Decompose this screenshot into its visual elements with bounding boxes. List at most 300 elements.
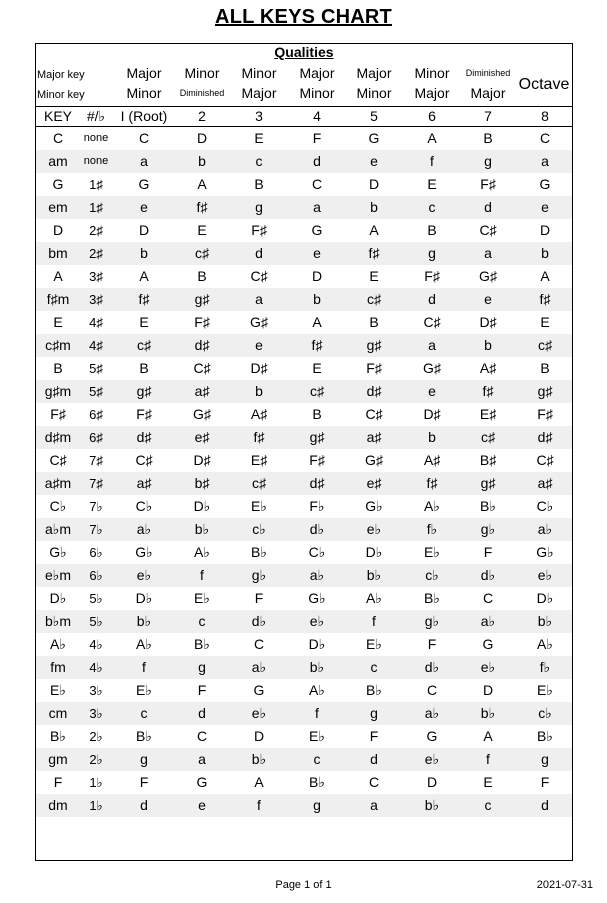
note-cell: b♯ (194, 475, 210, 491)
note-cell: G (138, 176, 150, 192)
note-cell: a (428, 337, 436, 353)
minor-quality: Major (470, 85, 506, 101)
accidental-cell: 1♭ (89, 775, 103, 790)
note-cell: f (257, 797, 261, 813)
note-cell: e (484, 291, 492, 307)
note-cell: A♯ (250, 406, 268, 422)
note-cell: a (541, 153, 549, 169)
accidental-cell: 2♭ (89, 729, 103, 744)
accidental-cell: 5♯ (89, 361, 103, 376)
note-cell: c♯ (252, 475, 266, 491)
table-row (36, 380, 572, 403)
note-cell: F (254, 590, 264, 606)
note-cell: c (140, 705, 148, 721)
note-cell: b♭ (309, 659, 325, 675)
note-cell: G♯ (423, 360, 441, 376)
accidental-cell: 4♯ (89, 315, 103, 330)
note-cell: e (428, 383, 436, 399)
note-cell: a♯ (366, 429, 382, 445)
minor-quality: Minor (299, 85, 335, 101)
note-cell: c♯ (367, 291, 381, 307)
note-cell: F (312, 130, 322, 146)
major-quality: Minor (241, 65, 277, 81)
note-cell: b♭ (537, 613, 553, 629)
accidental-cell: 6♯ (89, 430, 103, 445)
column-header: 4 (313, 108, 321, 124)
note-cell: E (254, 130, 264, 146)
note-cell: C♭ (536, 498, 554, 514)
note-cell: E (427, 176, 437, 192)
note-cell: G (482, 636, 494, 652)
note-cell: F♯ (251, 222, 267, 238)
note-cell: A♭ (537, 636, 553, 652)
note-cell: G (426, 728, 438, 744)
note-cell: a (198, 751, 206, 767)
note-cell: A (197, 176, 207, 192)
key-cell: B♭ (50, 728, 66, 744)
note-cell: f♯ (539, 291, 551, 307)
note-cell: D (138, 222, 150, 238)
note-cell: d♯ (136, 429, 152, 445)
table-row (36, 150, 572, 173)
accidental-cell: 7♭ (89, 522, 103, 537)
minor-quality: Minor (126, 85, 162, 101)
note-cell: g (313, 797, 321, 813)
table-row (36, 403, 572, 426)
accidental-cell: 7♯ (89, 453, 103, 468)
note-cell: B (312, 406, 322, 422)
column-headers (36, 106, 572, 127)
note-cell: F (427, 636, 437, 652)
note-cell: B♭ (194, 636, 210, 652)
key-cell: G♭ (49, 544, 67, 560)
accidental-cell: 7♭ (89, 499, 103, 514)
note-cell: b♭ (424, 797, 440, 813)
key-cell: a♯m (44, 475, 72, 491)
note-cell: F♯ (136, 406, 152, 422)
accidental-cell: 4♭ (89, 660, 103, 675)
quality-column (173, 63, 231, 103)
note-cell: B (254, 176, 264, 192)
table-row (36, 541, 572, 564)
note-cell: d (370, 751, 378, 767)
column-header: 6 (428, 108, 436, 124)
table-row (36, 357, 572, 380)
quality-column (459, 63, 517, 103)
note-cell: C♯ (250, 268, 268, 284)
note-cell: B♭ (366, 682, 382, 698)
note-cell: g♯ (480, 475, 496, 491)
note-cell: D (196, 130, 208, 146)
note-cell: a♭ (537, 521, 553, 537)
note-cell: a♭ (251, 659, 267, 675)
table-row (36, 426, 572, 449)
note-cell: b (541, 245, 549, 261)
major-quality: Major (126, 65, 162, 81)
note-cell: C♯ (193, 360, 211, 376)
note-cell: d♭ (309, 521, 325, 537)
note-cell: g (484, 153, 492, 169)
key-cell: E (53, 314, 63, 330)
accidental-cell: 2♯ (89, 246, 103, 261)
note-cell: e♭ (424, 751, 440, 767)
note-cell: F (483, 544, 493, 560)
note-cell: B♭ (309, 774, 325, 790)
note-cell: C (311, 176, 323, 192)
table-body (36, 127, 572, 817)
accidental-cell: 3♯ (89, 292, 103, 307)
note-cell: A♭ (136, 636, 152, 652)
key-cell: fm (50, 659, 66, 675)
note-cell: f (200, 567, 204, 583)
accidental-cell: 6♯ (89, 407, 103, 422)
note-cell: b (370, 199, 378, 215)
column-header: 8 (541, 108, 549, 124)
note-cell: a♯ (136, 475, 152, 491)
table-header (36, 44, 572, 106)
note-cell: e♭ (309, 613, 325, 629)
note-cell: C♯ (423, 314, 441, 330)
note-cell: A (540, 268, 550, 284)
note-cell: c♭ (425, 567, 439, 583)
key-cell: b♭m (44, 613, 72, 629)
note-cell: E (369, 268, 379, 284)
note-cell: d♯ (366, 383, 382, 399)
major-quality: Diminished (465, 68, 511, 78)
note-cell: B♭ (424, 590, 440, 606)
note-cell: B♭ (480, 498, 496, 514)
table-row (36, 449, 572, 472)
note-cell: e♭ (537, 567, 553, 583)
key-cell: A (53, 268, 63, 284)
qualities-label: Qualities (274, 44, 334, 60)
key-cell: dm (48, 797, 68, 813)
note-cell: G♯ (479, 268, 497, 284)
note-cell: f♯ (311, 337, 323, 353)
note-cell: F♯ (309, 452, 325, 468)
accidental-cell: 1♯ (89, 200, 103, 215)
key-cell: d♯m (44, 429, 72, 445)
note-cell: d (140, 797, 148, 813)
minor-key-label: Minor key (37, 89, 85, 101)
note-cell: g♭ (424, 613, 440, 629)
note-cell: G♯ (250, 314, 268, 330)
note-cell: f♭ (539, 659, 551, 675)
note-cell: f (315, 705, 319, 721)
note-cell: E (483, 774, 493, 790)
note-cell: C♯ (365, 406, 383, 422)
note-cell: E (540, 314, 550, 330)
note-cell: c (484, 797, 492, 813)
note-cell: g♯ (194, 291, 210, 307)
note-cell: a♭ (424, 705, 440, 721)
octave-label: Octave (518, 76, 570, 93)
note-cell: C (196, 728, 208, 744)
major-quality: Minor (414, 65, 450, 81)
accidental-cell: none (83, 155, 109, 167)
note-cell: A♭ (309, 682, 325, 698)
note-cell: d♭ (251, 613, 267, 629)
note-cell: B (369, 314, 379, 330)
note-cell: F♯ (480, 176, 496, 192)
note-cell: d (428, 291, 436, 307)
note-cell: D (482, 682, 494, 698)
quality-column (288, 63, 346, 103)
note-cell: e (541, 199, 549, 215)
quality-column (345, 63, 403, 103)
note-cell: E♭ (136, 682, 152, 698)
note-cell: C♭ (135, 498, 153, 514)
note-cell: c♯ (310, 383, 324, 399)
note-cell: a♭ (136, 521, 152, 537)
key-cell: em (48, 199, 68, 215)
key-cell: F♯ (50, 406, 66, 422)
note-cell: e♭ (251, 705, 267, 721)
accidental-cell: 4♭ (89, 637, 103, 652)
note-cell: E (139, 314, 149, 330)
note-cell: A (254, 774, 264, 790)
note-cell: C (138, 130, 150, 146)
key-cell: gm (48, 751, 68, 767)
note-cell: C (482, 590, 494, 606)
note-cell: b♭ (194, 521, 210, 537)
note-cell: f (372, 613, 376, 629)
note-cell: f♯ (138, 291, 150, 307)
accidental-cell: 1♭ (89, 798, 103, 813)
accidental-cell: 2♯ (89, 223, 103, 238)
note-cell: d (484, 199, 492, 215)
note-cell: B♭ (136, 728, 152, 744)
table-row (36, 725, 572, 748)
key-cell: B (53, 360, 63, 376)
note-cell: g♭ (251, 567, 267, 583)
key-cell: f♯m (46, 291, 70, 307)
note-cell: E♭ (537, 682, 553, 698)
note-cell: D (426, 774, 438, 790)
note-cell: E♭ (194, 590, 210, 606)
table-row (36, 748, 572, 771)
accidental-cell: 3♯ (89, 269, 103, 284)
note-cell: c (313, 751, 321, 767)
note-cell: d♭ (424, 659, 440, 675)
note-cell: E♭ (309, 728, 325, 744)
note-cell: C♯ (479, 222, 497, 238)
accidental-cell: 5♭ (89, 591, 103, 606)
note-cell: e (140, 199, 148, 215)
note-cell: D♯ (479, 314, 497, 330)
key-cell: E♭ (50, 682, 66, 698)
note-cell: E♭ (424, 544, 440, 560)
major-key-label: Major key (37, 69, 85, 81)
major-quality: Major (356, 65, 392, 81)
note-cell: a (370, 797, 378, 813)
note-cell: E♯ (250, 452, 268, 468)
note-cell: b (313, 291, 321, 307)
chart-title: ALL KEYS CHART (215, 6, 392, 28)
key-cell: D♭ (49, 590, 67, 606)
note-cell: c♯ (481, 429, 495, 445)
note-cell: g (198, 659, 206, 675)
minor-quality: Major (241, 85, 277, 101)
table-row (36, 794, 572, 817)
note-cell: G (311, 222, 323, 238)
quality-column (403, 63, 461, 103)
note-cell: c♭ (252, 521, 266, 537)
note-cell: F (197, 682, 207, 698)
note-cell: f♯ (368, 245, 380, 261)
note-cell: E (312, 360, 322, 376)
table-row (36, 311, 572, 334)
note-cell: G (253, 682, 265, 698)
note-cell: b (198, 153, 206, 169)
note-cell: C (253, 636, 265, 652)
note-cell: F (540, 774, 550, 790)
note-cell: a (140, 153, 148, 169)
table-row (36, 265, 572, 288)
note-cell: g (370, 705, 378, 721)
accidental-cell: 4♯ (89, 338, 103, 353)
table-row (36, 518, 572, 541)
note-cell: d♯ (537, 429, 553, 445)
note-cell: d♯ (309, 475, 325, 491)
key-cell: C (52, 130, 64, 146)
note-cell: C (368, 774, 380, 790)
note-cell: D♯ (193, 452, 211, 468)
quality-column (230, 63, 288, 103)
note-cell: c♯ (538, 337, 552, 353)
note-cell: e (370, 153, 378, 169)
note-cell: c (370, 659, 378, 675)
key-cell: C♭ (49, 498, 67, 514)
note-cell: b (255, 383, 263, 399)
table-row (36, 127, 572, 150)
note-cell: g♭ (480, 521, 496, 537)
note-cell: e (255, 337, 263, 353)
note-cell: d♯ (194, 337, 210, 353)
accidental-cell: 5♯ (89, 384, 103, 399)
note-cell: D♭ (135, 590, 153, 606)
note-cell: A (139, 268, 149, 284)
note-cell: D♯ (423, 406, 441, 422)
note-cell: f (142, 659, 146, 675)
minor-quality: Diminished (179, 88, 225, 98)
note-cell: F♯ (366, 360, 382, 376)
note-cell: F♯ (194, 314, 210, 330)
table-row (36, 679, 572, 702)
minor-quality: Minor (356, 85, 392, 101)
note-cell: D♭ (308, 636, 326, 652)
note-cell: B♭ (537, 728, 553, 744)
accidental-cell: 3♭ (89, 706, 103, 721)
note-cell: c♭ (538, 705, 552, 721)
note-cell: g (255, 199, 263, 215)
major-quality: Minor (184, 65, 220, 81)
note-cell: G (368, 130, 380, 146)
table-row (36, 656, 572, 679)
note-cell: a (484, 245, 492, 261)
keys-table (35, 43, 573, 861)
accidental-cell: 5♭ (89, 614, 103, 629)
note-cell: G (539, 176, 551, 192)
note-cell: B♯ (479, 452, 497, 468)
note-cell: B (483, 130, 493, 146)
note-cell: f♯ (253, 429, 265, 445)
note-cell: e♯ (366, 475, 382, 491)
note-cell: A♯ (423, 452, 441, 468)
print-date: 2021-07-31 (536, 879, 593, 891)
minor-quality: Major (414, 85, 450, 101)
table-row (36, 564, 572, 587)
note-cell: e♭ (480, 659, 496, 675)
note-cell: D (368, 176, 380, 192)
key-cell: a♭m (44, 521, 72, 537)
note-cell: A (312, 314, 322, 330)
note-cell: F♯ (537, 406, 553, 422)
note-cell: b♭ (366, 567, 382, 583)
note-cell: D♯ (250, 360, 268, 376)
table-row (36, 219, 572, 242)
note-cell: b♭ (136, 613, 152, 629)
table-row (36, 196, 572, 219)
note-cell: c♯ (195, 245, 209, 261)
note-cell: f (430, 153, 434, 169)
accidental-cell: 3♭ (89, 683, 103, 698)
note-cell: f♯ (196, 199, 208, 215)
note-cell: A♭ (366, 590, 382, 606)
key-cell: A♭ (50, 636, 66, 652)
note-cell: D (539, 222, 551, 238)
accidental-cell: 7♯ (89, 476, 103, 491)
note-cell: D♭ (536, 590, 554, 606)
note-cell: a (255, 291, 263, 307)
note-cell: A (369, 222, 379, 238)
table-row (36, 587, 572, 610)
note-cell: G♭ (308, 590, 326, 606)
note-cell: A♭ (424, 498, 440, 514)
note-cell: B (427, 222, 437, 238)
note-cell: d♭ (480, 567, 496, 583)
note-cell: f♯ (426, 475, 438, 491)
note-cell: G♭ (365, 498, 383, 514)
note-cell: c (428, 199, 436, 215)
key-cell: bm (48, 245, 68, 261)
accidental-cell: 2♭ (89, 752, 103, 767)
note-cell: g (428, 245, 436, 261)
note-cell: f (486, 751, 490, 767)
note-cell: d (541, 797, 549, 813)
note-cell: a (313, 199, 321, 215)
note-cell: E♭ (251, 498, 267, 514)
key-cell: cm (48, 705, 68, 721)
table-row (36, 242, 572, 265)
column-header: 7 (484, 108, 492, 124)
note-cell: D (253, 728, 265, 744)
note-cell: C (426, 682, 438, 698)
note-cell: A (427, 130, 437, 146)
note-cell: e (313, 245, 321, 261)
note-cell: d (255, 245, 263, 261)
table-row (36, 610, 572, 633)
note-cell: c (198, 613, 206, 629)
note-cell: F♭ (309, 498, 325, 514)
note-cell: B♭ (251, 544, 267, 560)
note-cell: b (484, 337, 492, 353)
table-row (36, 334, 572, 357)
note-cell: G♯ (193, 406, 211, 422)
note-cell: b♭ (480, 705, 496, 721)
key-cell: G (52, 176, 64, 192)
note-cell: g♯ (136, 383, 152, 399)
